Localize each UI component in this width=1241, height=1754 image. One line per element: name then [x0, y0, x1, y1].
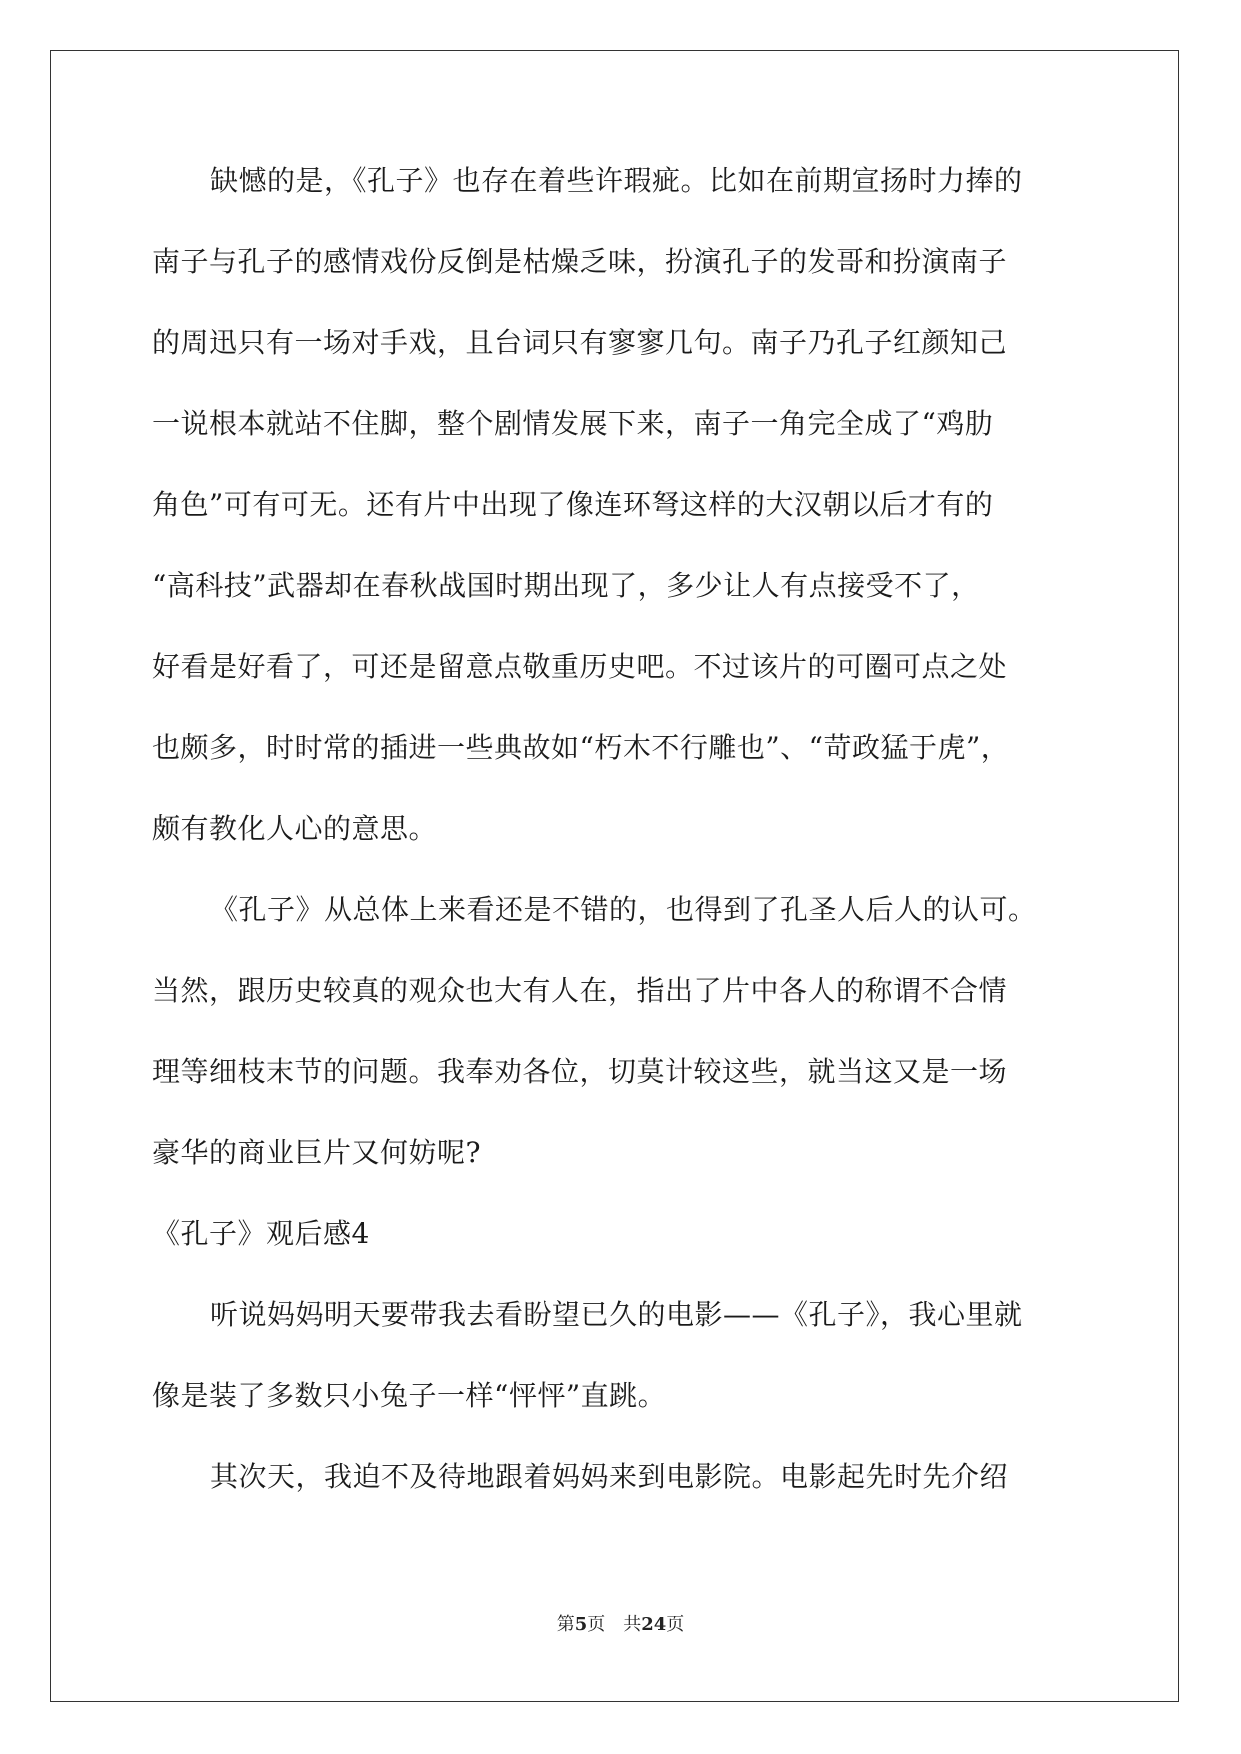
text-line: 豪华的商业巨片又何妨呢?: [152, 1136, 482, 1169]
text-line: “高科技”武器却在春秋战国时期出现了，多少让人有点接受不了，: [152, 569, 980, 602]
text-line: 其次天，我迫不及待地跟着妈妈来到电影院。电影起先时先介绍: [210, 1460, 1009, 1493]
total-suffix: 页: [666, 1614, 685, 1635]
document-body: [152, 158, 1092, 1535]
text-line: 缺憾的是，《孔子》也存在着些许瑕疵。比如在前期宣扬时力捧的: [210, 164, 1023, 197]
text-line: 听说妈妈明天要带我去看盼望已久的电影——《孔子》，我心里就: [210, 1298, 1023, 1331]
text-line: 的周迅只有一场对手戏，且台词只有寥寥几句。南子乃孔子红颜知己: [152, 326, 1008, 359]
total-prefix: 共: [623, 1614, 642, 1635]
text-line: 颇有教化人心的意思。: [152, 812, 438, 845]
text-line: 南子与孔子的感情戏份反倒是枯燥乏味，扮演孔子的发哥和扮演南子: [152, 245, 1008, 278]
page-footer: [0, 1610, 1241, 1636]
page-prefix: 第: [556, 1614, 575, 1635]
text-line: 也颇多，时时常的插进一些典故如“朽木不行雕也”、“苛政猛于虎”，: [152, 731, 1010, 764]
section-heading: 《孔子》观后感4: [152, 1217, 370, 1250]
text-line: 角色”可有可无。还有片中出现了像连环弩这样的大汉朝以后才有的: [152, 488, 994, 521]
page-number: 5: [574, 1614, 588, 1635]
text-line: 像是装了多数只小兔子一样“怦怦”直跳。: [152, 1379, 667, 1412]
text-line: 一说根本就站不住脚，整个剧情发展下来，南子一角完全成了“鸡肋: [152, 407, 994, 440]
text-line: 《孔子》从总体上来看还是不错的，也得到了孔圣人后人的认可。: [210, 893, 1037, 926]
text-line: 当然，跟历史较真的观众也大有人在，指出了片中各人的称谓不合情: [152, 974, 1008, 1007]
text-line: 好看是好看了，可还是留意点敬重历史吧。不过该片的可圈可点之处: [152, 650, 1008, 683]
page-suffix: 页: [587, 1614, 606, 1635]
total-pages: 24: [641, 1614, 667, 1635]
text-line: 理等细枝末节的问题。我奉劝各位，切莫计较这些，就当这又是一场: [152, 1055, 1008, 1088]
